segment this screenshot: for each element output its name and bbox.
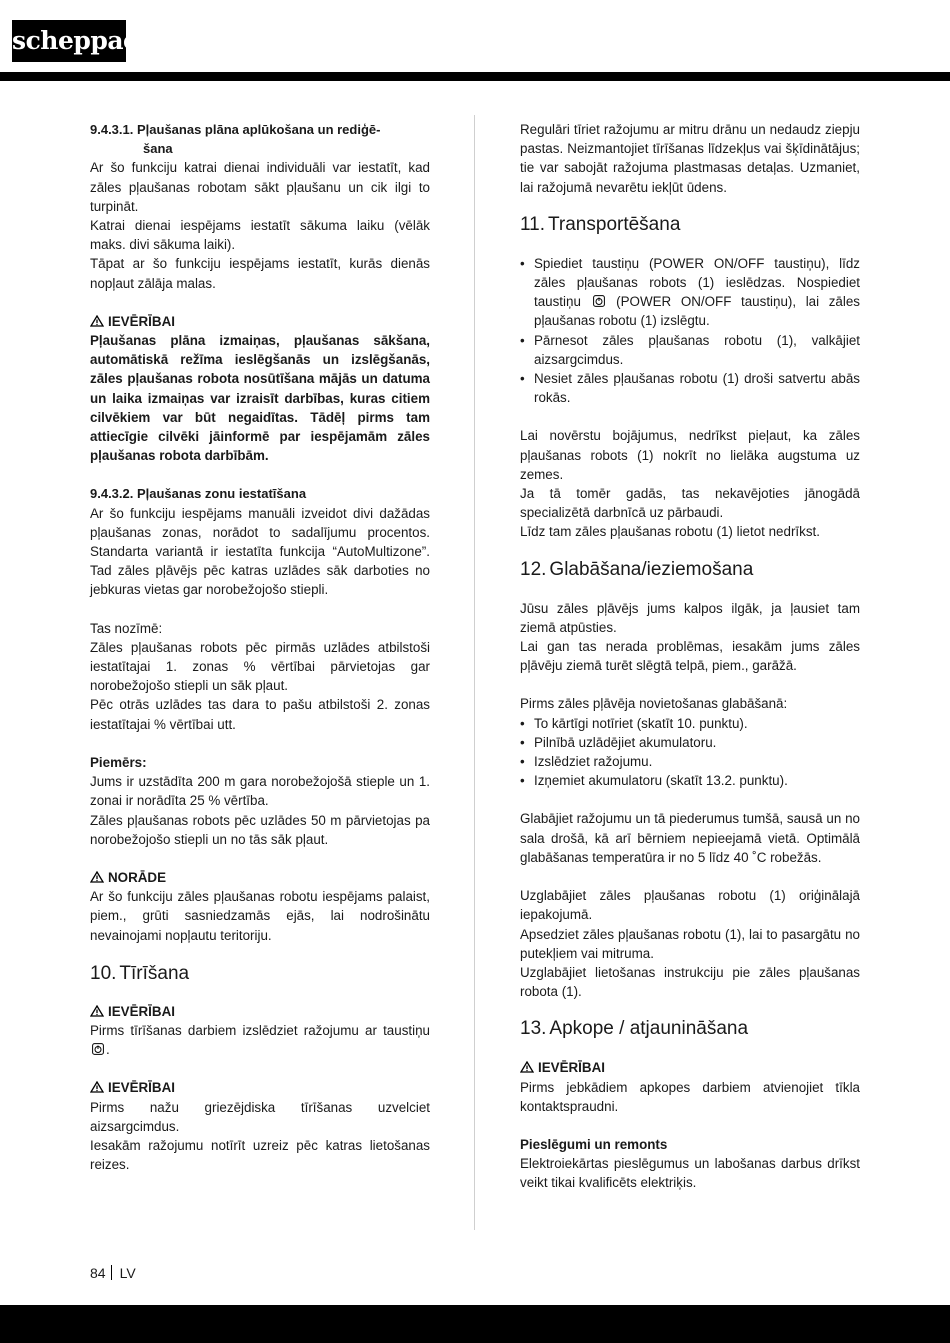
heading-cleaning: 10. Tīrīšana	[90, 962, 190, 984]
right-column	[520, 120, 860, 1193]
warning-heading: IEVĒRĪBAI	[520, 1058, 860, 1077]
paragraph: Zāles pļaušanas robots pēc pirmās uzlādes atbilstoši iestatītajai 1. zonas % vērtībai pārvietojas gar norobežojošo stiepli un sāk pļaut.	[90, 639, 430, 694]
example-label: Piemērs:	[90, 754, 147, 770]
footer-bar	[0, 1305, 950, 1343]
heading-transport: 11. Transportēšana	[520, 213, 681, 235]
warning-heading: IEVĒRĪBAI	[90, 312, 430, 331]
heading-maintenance: 13. Apkope / atjaunināšana	[520, 1018, 749, 1040]
paragraph: Regulāri tīriet ražojumu ar mitru drānu un nedaudz ziepju pastas. Neizmantojiet tīrīšanas līdzekļus vai šķīdinātājus; tie var sabojāt ražojuma plastmasas detaļas. Uzmaniet, lai ražojumā nevarētu iekļūt ūdens.	[520, 122, 860, 195]
paragraph: Zāles pļaušanas robots pēc uzlādes 50 m pārvietojas pa norobežojošo stiepli un no tās sāk pļaut.	[90, 812, 430, 847]
warning-triangle-icon	[90, 315, 104, 327]
list-item: • Pārnesot zāles pļaušanas robotu (1), valkājiet aizsargcimdus.	[520, 331, 860, 369]
paragraph: Uzglabājiet zāles pļaušanas robotu (1) oriģinālajā iepakojumā.	[520, 888, 860, 923]
transport-list	[520, 254, 860, 408]
paragraph: Katrai dienai iespējams iestatīt sākuma laiku (vēlāk maks. divi sākuma laiki).	[90, 218, 430, 253]
warning-heading: IEVĒRĪBAI	[90, 1078, 430, 1097]
page-number: 84	[90, 1265, 106, 1281]
paragraph: Pēc otrās uzlādes tas dara to pašu atbilstoši 2. zonas iestatītajai % vērtībai utt.	[90, 697, 430, 732]
paragraph: Apsedziet zāles pļaušanas robotu (1), lai to pasargātu no putekļiem vai mitruma.	[520, 926, 860, 961]
section-title-9432: 9.4.3.2. Pļaušanas zonu iestatīšana	[90, 486, 307, 502]
list-item: • Izņemiet akumulatoru (skatīt 13.2. punktu).	[520, 771, 860, 790]
brand-logo: scheppach	[12, 20, 126, 62]
paragraph: Ar šo funkciju iespējams manuāli izveidot divi dažādas pļaušanas zonas, norādot to sadalījumu procentos. Standarta variantā ir iestatīta funkcija “AutoMultizone”. Tad zāles pļāvējs pēc katras uzlādes sāk darboties no jebkuras vietas gar norobežojošo stiepli.	[90, 505, 430, 598]
paragraph: Pirms zāles pļāvēja novietošanas glabāšanā:	[520, 696, 788, 712]
list-item: • To kārtīgi notīriet (skatīt 10. punktu).	[520, 714, 860, 733]
warning-triangle-icon	[90, 871, 104, 883]
warning-triangle-icon	[90, 1081, 104, 1093]
column-divider	[474, 115, 475, 1230]
paragraph: Glabājiet ražojumu un tā piederumus tumšā, sausā un no sala drošā, kā arī bērniem nepieejamā vietā. Optimālā glabāšanas temperatūra ir no 5 līdz 40 ˚C robežās.	[520, 811, 860, 865]
warning-text: Pirms jebkādiem apkopes darbiem atvienojiet tīkla kontaktspraudni.	[520, 1079, 860, 1114]
paragraph: Uzglabājiet lietošanas instrukciju pie zāles pļaušanas robota (1).	[520, 964, 860, 1000]
paragraph: Ja tā tomēr gadās, tas nekavējoties jānogādā specializētā darbnīcā uz pārbaudi.	[520, 486, 860, 521]
warning-triangle-icon	[90, 1005, 104, 1017]
list-item: • Nesiet zāles pļaušanas robotu (1) droši satvertu abās rokās.	[520, 369, 860, 407]
heading-storage: 12. Glabāšana/ieziemošana	[520, 558, 754, 580]
subheading-connections: Pieslēgumi un remonts	[520, 1136, 668, 1152]
warning-text: Pirms nažu griezējdiska tīrīšanas uzvelciet aizsargcimdus.	[90, 1099, 430, 1134]
paragraph: Lai gan tas nerada problēmas, iesakām jums zāles pļāvēju ziemā turēt slēgtā telpā, piem., garāžā.	[520, 639, 860, 674]
paragraph: Jums ir uzstādīta 200 m gara norobežojošā stieple un 1. zonai ir norādīta 25 % vērtība.	[90, 774, 430, 809]
note-text: Ar šo funkciju zāles pļaušanas robotu iespējams palaist, piem., grūti sasniedzamās ejās, lai nodrošinātu nevainojami nopļautu teritoriju.	[90, 889, 430, 943]
storage-list	[520, 714, 860, 791]
paragraph: Līdz tam zāles pļaušanas robotu (1) lietot nedrīkst.	[520, 524, 820, 540]
page-footer	[90, 1265, 136, 1281]
warning-triangle-icon	[520, 1061, 534, 1073]
paragraph: Lai novērstu bojājumus, nedrīkst pieļaut, ka zāles pļaušanas robots (1) nokrīt no lielāka augstuma uz zemes.	[520, 428, 860, 482]
note-heading: NORĀDE	[90, 868, 430, 887]
paragraph: Elektroiekārtas pieslēgumus un labošanas darbus drīkst veikt tikai kvalificēts elektriķis.	[520, 1156, 860, 1191]
list-item: • Spiediet taustiņu (POWER ON/OFF taustiņu), līdz zāles pļaušanas robots (1) ieslēdzas. Nospiediet taustiņu (POWER ON/OFF taustiņu), lai zāles pļaušanas robotu (1) izslēgtu.	[520, 254, 860, 331]
power-button-icon	[92, 1043, 104, 1055]
header-bar	[0, 72, 950, 81]
warning-heading: IEVĒRĪBAI	[90, 1002, 430, 1021]
paragraph: Iesakām ražojumu notīrīt uzreiz pēc katras lietošanas reizes.	[90, 1137, 430, 1173]
left-column	[90, 120, 430, 1174]
warning-text: Pļaušanas plāna izmaiņas, pļaušanas sākšana, automātiskā režīma ieslēgšanās un izslēgšanās, zāles pļaušanas robota nosūtīšana mājās un datuma un laika izmaiņas var izraisīt darbības, kuras citiem cilvēkiem var būt negaidītas. Tādēļ pirms tam attiecīgie cilvēki jāinformē par iespējamām zāles pļaušanas robota darbībām.	[90, 333, 430, 464]
list-item: • Pilnībā uzlādējiet akumulatoru.	[520, 733, 860, 752]
paragraph: Jūsu zāles pļāvējs jums kalpos ilgāk, ja ļausiet tam ziemā atpūsties.	[520, 600, 860, 635]
paragraph: Tāpat ar šo funkciju iespējams iestatīt, kurās dienās nopļaut zālāja malas.	[90, 256, 430, 291]
list-item: • Izslēdziet ražojumu.	[520, 752, 860, 771]
section-title-9431: 9.4.3.1. Pļaušanas plāna aplūkošana un rediģē-	[90, 122, 381, 137]
paragraph: Tas nozīmē:	[90, 620, 163, 636]
warning-text: Pirms tīrīšanas darbiem izslēdziet ražojumu ar taustiņu .	[90, 1022, 430, 1058]
power-button-icon	[593, 295, 605, 307]
section-title-9431-cont: šana	[143, 141, 173, 157]
language-code: LV	[119, 1265, 136, 1281]
paragraph: Ar šo funkciju katrai dienai individuāli var iestatīt, kad zāles pļaušanas robotam sākt pļaušanu un cik ilgi to turpināt.	[90, 160, 430, 214]
